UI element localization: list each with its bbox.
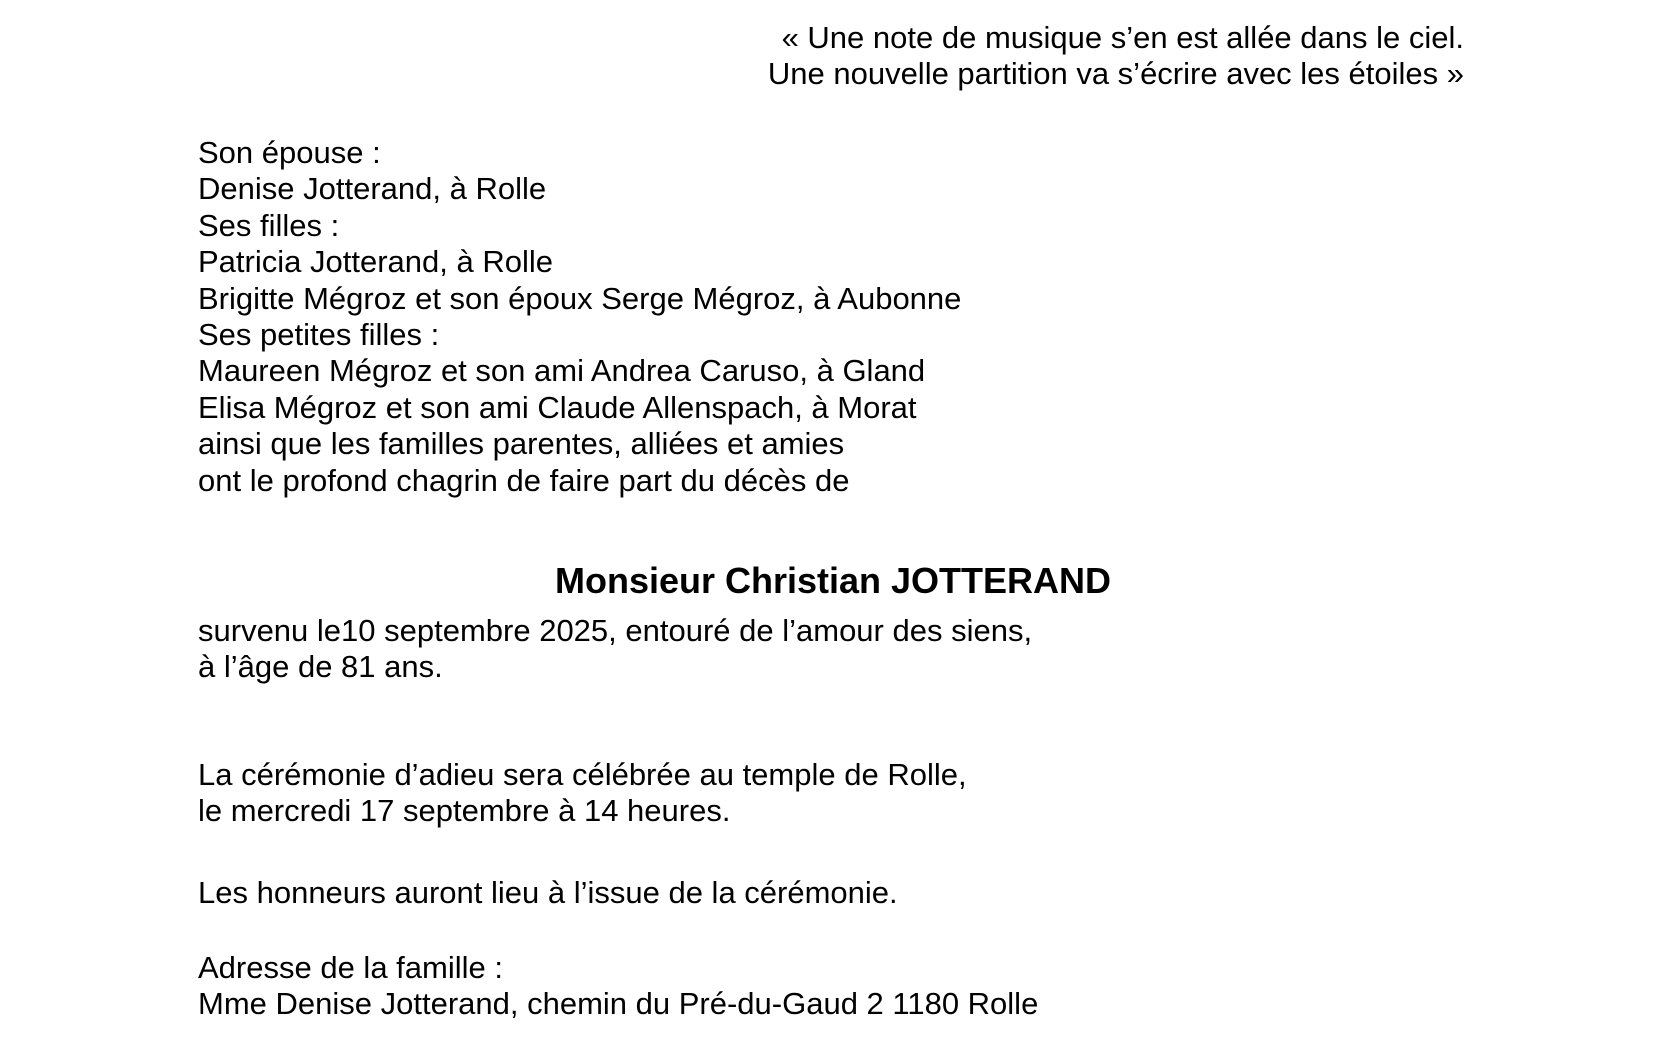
ceremony-time-line: le mercredi 17 septembre à 14 heures. <box>198 793 731 829</box>
address-line: Mme Denise Jotterand, chemin du Pré-du-Gaud 2 1180 Rolle <box>198 986 1039 1022</box>
family-member: Maureen Mégroz et son ami Andrea Caruso, à Gland <box>198 353 926 389</box>
honours-info <box>198 875 898 911</box>
honours-line: Les honneurs auront lieu à l’issue de la cérémonie. <box>198 875 898 910</box>
family-list <box>198 135 961 499</box>
family-address <box>198 950 1038 1023</box>
family-member: Denise Jotterand, à Rolle <box>198 171 547 207</box>
family-member: Patricia Jotterand, à Rolle <box>198 244 553 280</box>
family-member: Elisa Mégroz et son ami Claude Allenspach, à Morat <box>198 389 917 425</box>
announcement-line: ont le profond chagrin de faire part du décès de <box>198 462 850 498</box>
death-notice <box>198 613 1032 686</box>
age-line: à l’âge de 81 ans. <box>198 649 443 685</box>
family-heading-daughters: Ses filles : <box>198 207 340 243</box>
family-relatives-line: ainsi que les familles parentes, alliées et amies <box>198 426 845 462</box>
family-heading-spouse: Son épouse : <box>198 135 381 170</box>
death-date-line: survenu le10 septembre 2025, entouré de l’amour des siens, <box>198 613 1033 648</box>
ceremony-location-line: La cérémonie d’adieu sera célébrée au temple de Rolle, <box>198 757 967 792</box>
epigraph-line: « Une note de musique s’en est allée dans le ciel. <box>781 20 1464 55</box>
deceased-name: Monsieur Christian JOTTERAND <box>554 560 1112 601</box>
epigraph-quote <box>768 20 1464 93</box>
family-heading-granddaughters: Ses petites filles : <box>198 317 440 353</box>
epigraph-line: Une nouvelle partition va s’écrire avec les étoiles » <box>767 56 1464 92</box>
address-heading: Adresse de la famille : <box>198 950 503 985</box>
family-member: Brigitte Mégroz et son époux Serge Mégroz, à Aubonne <box>198 280 962 316</box>
ceremony-info <box>198 757 967 830</box>
